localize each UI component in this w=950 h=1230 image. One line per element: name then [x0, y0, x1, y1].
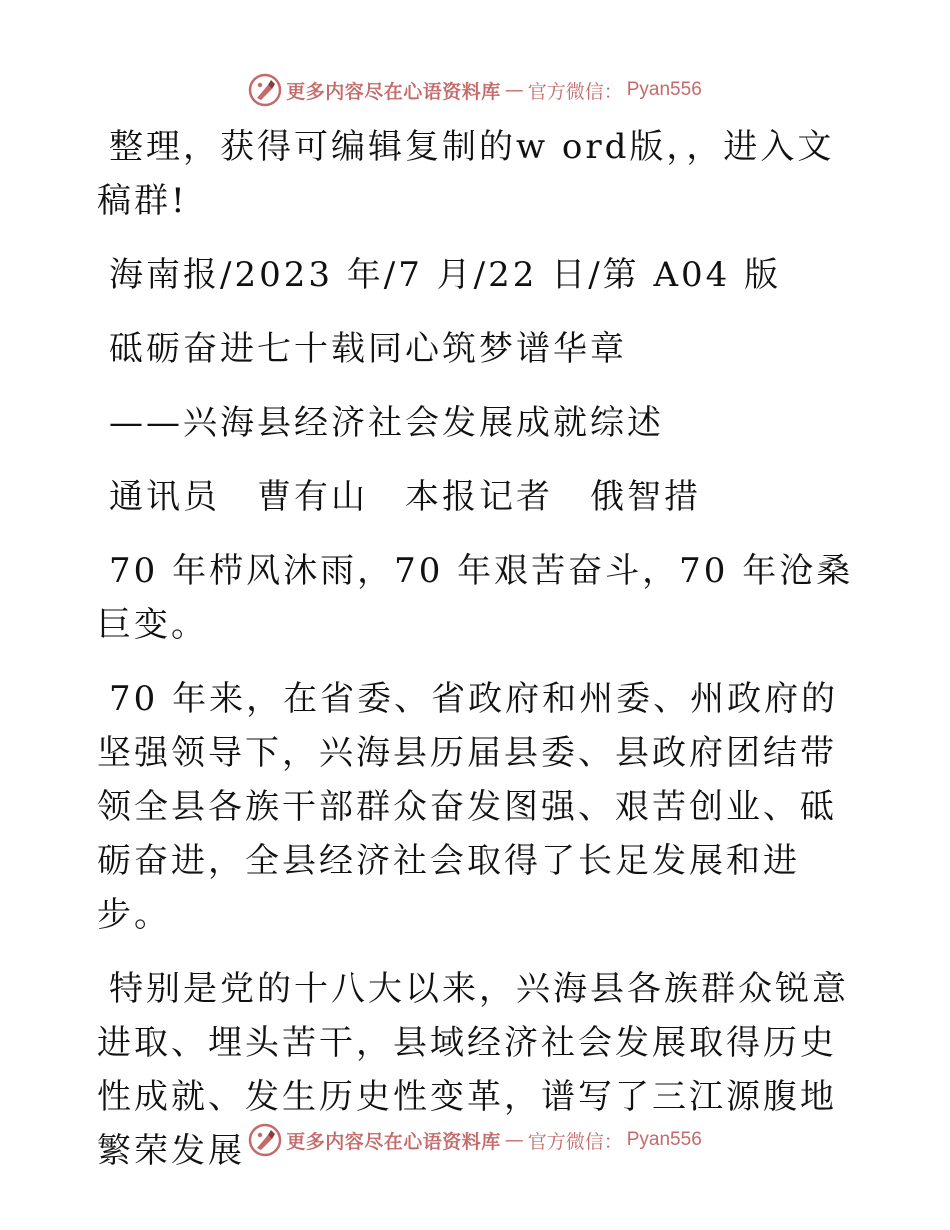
- document-body: [97, 120, 857, 1198]
- paragraph-body-3: 特别是党的十八大以来，兴海县各族群众锐意进取、埋头苦干，县域经济社会发展取得历史性成就、发生历史性变革，谱写了三江源腹地繁荣发展: [97, 969, 849, 1171]
- banner-wechat-id: Pyan556: [626, 1129, 702, 1150]
- article-title: 砥砺奋进七十载同心筑梦谱华章: [109, 329, 627, 369]
- banner-text: 更多内容尽在心语资料库: [286, 1130, 501, 1153]
- pen-nib-logo-icon: [248, 73, 282, 107]
- article-byline: 通讯员 曹有山 本报记者 俄智措: [109, 477, 701, 517]
- banner-official-label: 官方微信：: [527, 1130, 623, 1153]
- banner-dash: —: [504, 79, 524, 101]
- banner-dash: —: [504, 1129, 524, 1151]
- paragraph-intro: 整理，获得可编辑复制的w ord版，，进入文稿群!: [97, 127, 835, 221]
- paragraph-body-1: 70 年栉风沐雨，70 年艰苦奋斗，70 年沧桑巨变。: [97, 551, 854, 645]
- paragraph-body-2: 70 年来，在省委、省政府和州委、州政府的坚强领导下，兴海县历届县委、县政府团结带领全县各族干部群众奋发图强、艰苦创业、砥砺奋进，全县经济社会取得了长足发展和进步。: [97, 679, 839, 935]
- header-watermark-banner: [0, 70, 950, 110]
- paragraph-source: 海南报/2023 年/7 月/22 日/第 A04 版: [109, 255, 782, 295]
- pen-nib-logo-icon: [248, 1123, 282, 1157]
- article-subtitle: ——兴海县经济社会发展成就综述: [109, 403, 664, 443]
- banner-official-label: 官方微信：: [527, 80, 623, 103]
- footer-watermark-banner: [0, 1120, 950, 1160]
- banner-wechat-id: Pyan556: [626, 79, 702, 100]
- banner-text: 更多内容尽在心语资料库: [286, 80, 501, 103]
